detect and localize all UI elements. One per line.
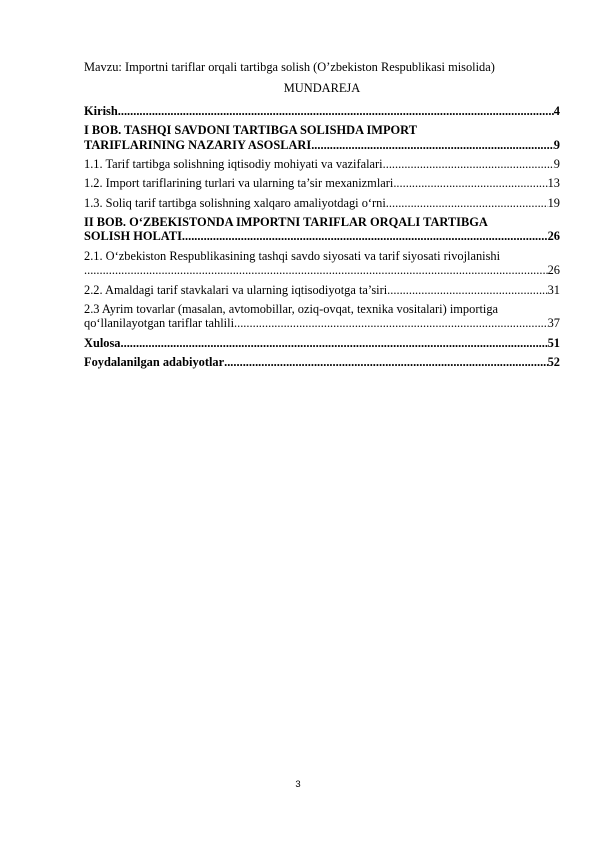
dot-leader <box>182 229 548 244</box>
dot-leader <box>383 157 554 172</box>
toc-entry-label: qo‘llanilayotgan tariflar tahlili <box>84 316 235 331</box>
dot-leader <box>121 336 548 351</box>
toc-entry-section-1-2[interactable] <box>84 176 560 191</box>
toc-entry-label-line-1: II BOB. O‘ZBEKISTONDA IMPORTNI TARIFLAR ORQALI TARTIBGA <box>84 214 488 229</box>
toc-entry-conclusion[interactable] <box>84 336 560 351</box>
toc-entry-section-2-1[interactable] <box>84 249 560 278</box>
toc-entry-label: SOLISH HOLATI <box>84 229 182 244</box>
toc-entry-section-2-3[interactable] <box>84 302 560 331</box>
toc-entry-section-2-2[interactable] <box>84 283 560 298</box>
toc-entry-chapter-1[interactable] <box>84 123 560 152</box>
document-topic: Mavzu: Importni tariflar orqali tartibga solish (O’zbekiston Respublikasi misolida) <box>84 60 495 74</box>
toc-heading: MUNDAREJA <box>283 81 361 95</box>
dot-leader <box>234 316 548 331</box>
dot-leader <box>311 138 554 153</box>
toc-entry-page: 26 <box>547 263 560 278</box>
toc-entry-page: 19 <box>547 195 560 210</box>
toc-entry-label: 1.2. Import tariflarining turlari va ularning ta’sir mexanizmlari <box>84 176 394 191</box>
toc-entry-page: 13 <box>547 176 560 191</box>
toc-entry-label: Kirish <box>84 104 118 118</box>
table-of-contents <box>84 104 560 374</box>
toc-entry-chapter-2[interactable] <box>84 215 560 244</box>
page-number: 3 <box>295 779 301 790</box>
toc-entry-label: 1.1. Tarif tartibga solishning iqtisodiy mohiyati va vazifalari <box>84 157 383 172</box>
toc-entry-label-line-1: 2.1. O‘zbekiston Respublikasining tashqi savdo siyosati va tarif siyosati rivojlanishi <box>84 248 501 263</box>
toc-entry-references[interactable] <box>84 355 560 370</box>
toc-entry-section-1-1[interactable] <box>84 157 560 172</box>
toc-entry-label: Xulosa <box>84 335 121 350</box>
toc-entry-kirish[interactable] <box>84 104 560 119</box>
toc-entry-label-line-1: I BOB. TASHQI SAVDONI TARTIBGA SOLISHDA IMPORT <box>84 123 417 138</box>
toc-entry-section-1-3[interactable] <box>84 196 560 211</box>
dot-leader <box>118 104 554 119</box>
dot-leader <box>224 355 548 370</box>
dot-leader <box>393 176 547 191</box>
toc-entry-page: 31 <box>547 282 560 297</box>
toc-entry-page: 9 <box>553 137 560 152</box>
toc-entry-page: 52 <box>547 354 560 369</box>
toc-entry-label: TARIFLARINING NAZARIY ASOSLARI <box>84 137 312 152</box>
toc-entry-page: 51 <box>547 335 560 350</box>
dot-leader <box>386 196 548 211</box>
toc-entry-label: 2.2. Amaldagi tarif stavkalari va ularning iqtisodiyotga ta’siri <box>84 282 388 297</box>
dot-leader <box>84 263 548 278</box>
toc-entry-page: 4 <box>553 104 560 118</box>
toc-entry-page: 26 <box>547 229 560 244</box>
toc-entry-label: 1.3. Soliq tarif tartibga solishning xalqaro amaliyotdagi o‘rni <box>84 195 386 210</box>
toc-entry-page: 9 <box>553 157 560 172</box>
toc-entry-label: Foydalanilgan adabiyotlar <box>84 354 225 369</box>
toc-entry-label-line-1: 2.3 Ayrim tovarlar (masalan, avtomobillar, oziq-ovqat, texnika vositalari) importiga <box>84 301 499 316</box>
toc-entry-page: 37 <box>547 316 560 331</box>
dot-leader <box>387 283 547 298</box>
